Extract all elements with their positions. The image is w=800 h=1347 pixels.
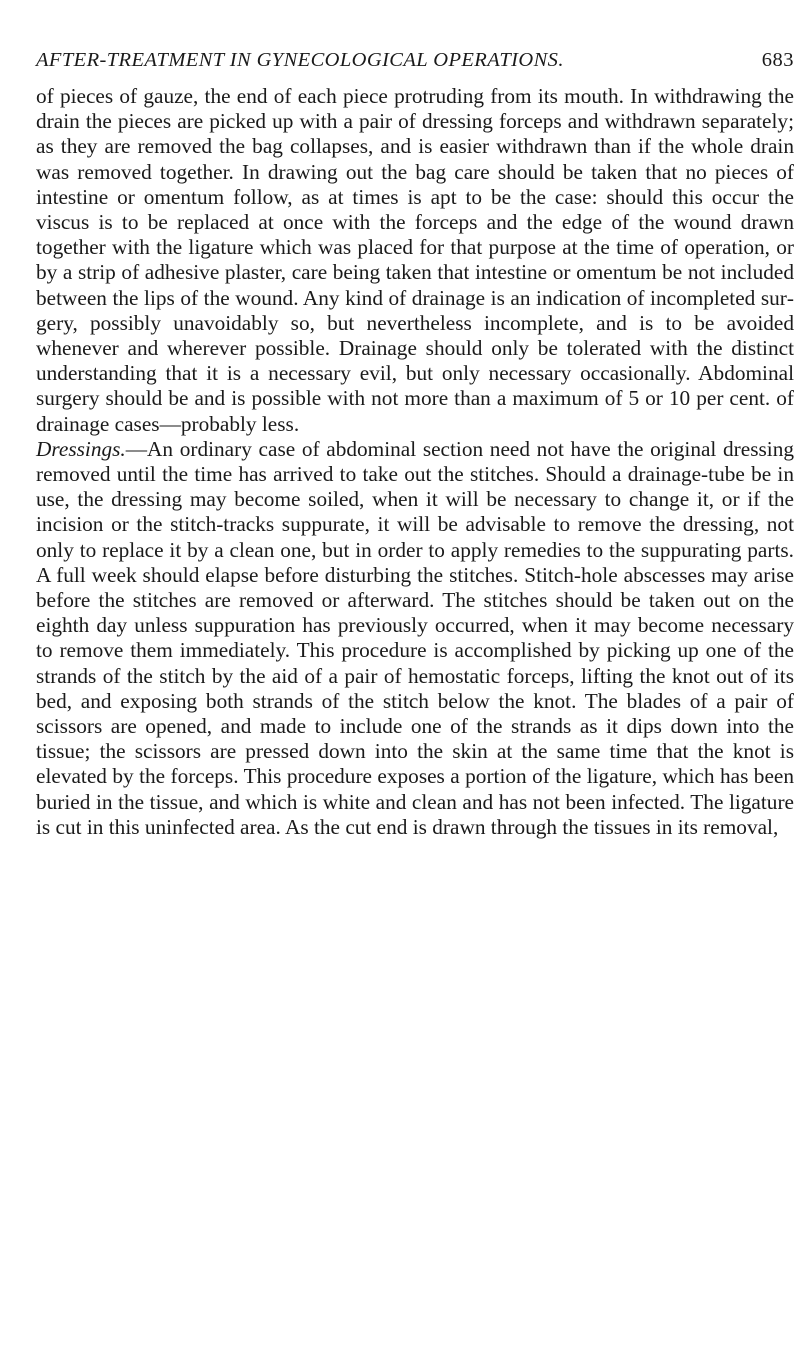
paragraph-text: of pieces of gauze, the end of each piece protruding from its mouth. In withdrawing the drain the pieces are picked up with a pair of dressing forceps and withdrawn separately; as they are removed the bag collapses, and is easier withdrawn than if the whole drain was removed together. In drawing out the bag care should be taken that no pieces of intestine or omentum follow, as at times is apt to be the case: should this occur the viscus is to be replaced at once with the forceps and the edge of the wound drawn together with the ligature which was placed for that purpose at the time of operation, or by a strip of adhesive plaster, care being taken that intestine or omentum be not included between the lips of the wound. Any kind of drainage is an indication of incompleted surgery, possibly unavoidably so, but nevertheless incomplete, and is to be avoided whenever and wherever possible. Drainage should only be tolerated with the distinct understanding that it is a necessary evil, but only necessary occasionally. Abdominal surgery should be and is possible with not more than a maximum of 5 or 10 per cent. of drainage cases—probably less. bbox=[36, 84, 794, 436]
paragraph-text: —An ordinary case of abdominal section need not have the original dressing removed until the time has arrived to take out the stitches. Should a drainage-tube be in use, the dressing may become soiled, when it will be necessary to change it, or if the incision or the stitch-tracks suppurate, it will be advisable to remove the dressing, not only to replace it by a clean one, but in order to apply remedies to the suppurating parts. A full week should elapse before disturbing the stitches. Stitch-hole abscesses may arise before the stitches are removed or afterward. The stitches should be taken out on the eighth day unless suppuration has previously occurred, when it may become necessary to remove them immediately. This procedure is accomplished by picking up one of the strands of the stitch by the aid of a pair of hemostatic forceps, lifting the knot out of its bed, and exposing both strands of the stitch below the knot. The blades of a pair of scissors are opened, and made to include one of the strands as it dips down into the tissue; the scissors are pressed down into the skin at the same time that the knot is elevated by the forceps. This procedure exposes a portion of the ligature, which has been buried in the tissue, and which is white and clean and has not been infected. The ligature is cut in this uninfected area. As the cut end is drawn through the tissues in its removal, bbox=[36, 436, 794, 839]
paragraph-dressings bbox=[36, 437, 794, 840]
page-number: 683 bbox=[761, 49, 794, 71]
running-title: AFTER-TREATMENT IN GYNECOLOGICAL OPERATIONS. bbox=[36, 49, 564, 71]
section-run-in-heading: Dressings. bbox=[36, 436, 126, 461]
body-text bbox=[36, 84, 794, 840]
running-head bbox=[36, 49, 794, 79]
paragraph-drainage bbox=[36, 84, 794, 437]
